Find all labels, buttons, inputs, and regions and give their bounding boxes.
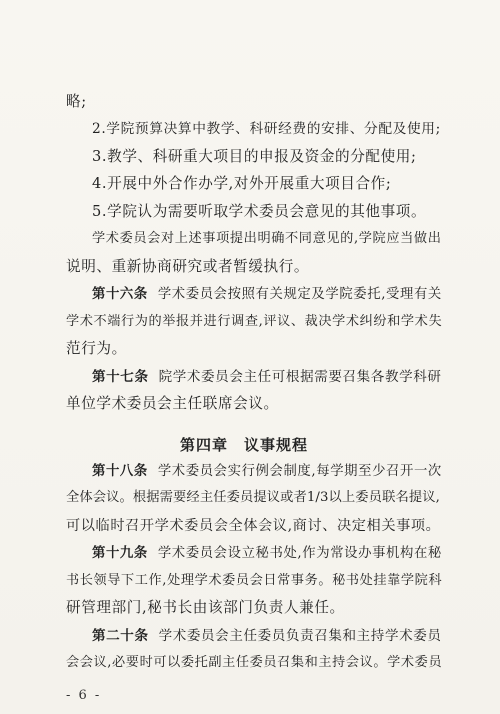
article-19: 第十九条 学术委员会设立秘书处,作为常设办事机构在秘 bbox=[92, 545, 442, 561]
article-label: 第十八条 bbox=[92, 463, 148, 479]
article-label: 第二十条 bbox=[92, 628, 149, 644]
text-line: 会会议,必要时可以委托副主任委员召集和主持会议。学术委员 bbox=[66, 655, 443, 670]
list-item: 2.学院预算决算中教学、科研经费的安排、分配及使用; bbox=[92, 121, 441, 137]
article-20: 第二十条 学术委员会主任委员负责召集和主持学术委员 bbox=[92, 628, 442, 644]
page-number: - 6 - bbox=[66, 688, 102, 703]
text-line: 学术委员会对上述事项提出明确不同意见的,学院应当做出 bbox=[92, 231, 442, 246]
text-line: 研管理部门,秘书长由该部门负责人兼任。 bbox=[66, 599, 345, 616]
chapter-heading: 第四章 议事规程 bbox=[180, 436, 309, 454]
article-label: 第十九条 bbox=[92, 545, 148, 561]
text-line: 略; bbox=[66, 93, 87, 110]
article-label: 第十七条 bbox=[92, 369, 149, 385]
text-line: 说明、重新协商研究或者暂缓执行。 bbox=[66, 258, 310, 275]
text-line: 可以临时召开学术委员会全体会议,商讨、决定相关事项。 bbox=[66, 518, 441, 534]
article-17: 第十七条 院学术委员会主任可根据需要召集各教学科研 bbox=[92, 369, 442, 385]
article-label: 第十六条 bbox=[92, 286, 148, 302]
text-line: 书长领导下工作,处理学术委员会日常事务。秘书处挂靠学院科 bbox=[66, 573, 443, 588]
list-item: 5.学院认为需要听取学术委员会意见的其他事项。 bbox=[92, 203, 427, 220]
list-item: 4.开展中外合作办学,对外开展重大项目合作; bbox=[92, 175, 392, 192]
text-line: 单位学术委员会主任联席会议。 bbox=[66, 395, 279, 412]
article-18: 第十八条 学术委员会实行例会制度,每学期至少召开一次 bbox=[92, 463, 442, 479]
text-line: 学术不端行为的举报并进行调查,评议、裁决学术纠纷和学术失 bbox=[66, 314, 443, 329]
text-line: 全体会议。根据需要经主任委员提议或者1/3以上委员联名提议, bbox=[66, 490, 440, 505]
article-16: 第十六条 学术委员会按照有关规定及学院委托,受理有关 bbox=[92, 286, 442, 302]
list-item: 3.教学、科研重大项目的申报及资金的分配使用; bbox=[92, 148, 417, 165]
text-line: 范行为。 bbox=[66, 340, 127, 357]
